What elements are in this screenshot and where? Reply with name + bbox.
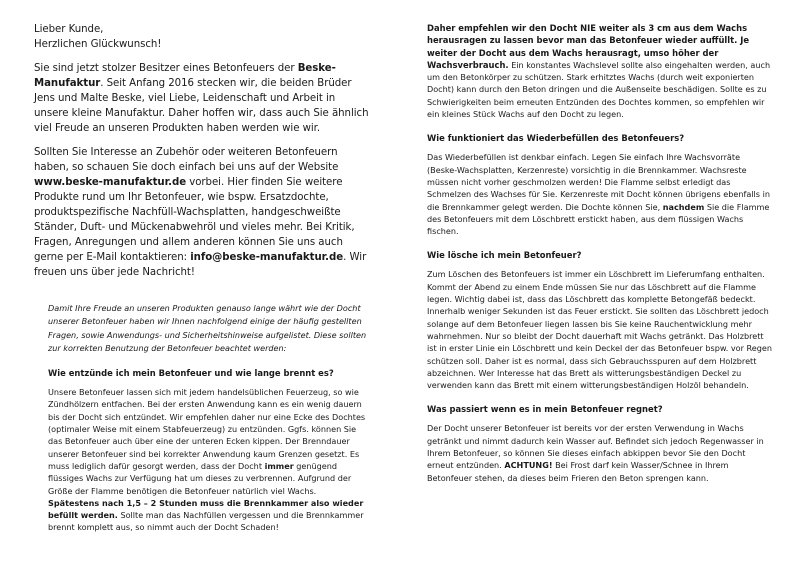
answer-rain-b: Bei Frost darf kein Wasser/Schnee in Ihrem Betonfeuer stehen, da dieses beim Frieren den Beton sprengen kann.: [427, 460, 729, 483]
greeting: [34, 22, 372, 52]
faq-heading-rain: Was passiert wenn es in mein Betonfeuer regnet?: [427, 404, 663, 415]
brand-name: Beske-Manufaktur: [34, 63, 336, 89]
wick-advice-lead: Daher empfehlen wir den Docht NIE weiter als 3 cm aus dem Wachs herausragen zu lassen bevor man das Betonfeuer wieder auffüllt. Je weiter der Docht aus dem Wachs herausragt, umso höher der Wachsverbrauch.: [427, 23, 750, 70]
answer-ignite-emphasis: immer: [264, 460, 294, 471]
faq-heading-extinguish: Wie lösche ich mein Betonfeuer?: [427, 250, 582, 261]
intro-paragraph: [34, 61, 372, 136]
faq-intro-note: Damit Ihre Freude an unseren Produkten genauso lange währt wie der Docht unserer Betonfeuer haben wir Ihnen nachfolgend einige der häufig gestellten Fragen, sowie Anwendungs- und Sicherheitshinweise aufgelistet. Diese sollten zur korrekten Benutzung der Betonfeuer beachtet werden:: [48, 303, 367, 353]
wick-advice-rest: Ein konstantes Wachslevel sollte also eingehalten werden, auch um den Betonkörper zu schützen. Stark erhitztes Wachs (durch weit exponierten Docht) kann durch den Beton dringen und die Außenseite beschädigen. Sollte es zu Schwierigkeiten beim erneuten Entzünden des Dochtes kommen, so empfehlen wir ein kleines Stück Wachs auf den Docht zu legen.: [427, 59, 771, 120]
left-column: [34, 22, 372, 534]
website-link[interactable]: www.beske-manufaktur.de: [34, 177, 187, 188]
wick-advice-paragraph: [427, 22, 772, 120]
intro-text-b: . Seit Anfang 2016 stecken wir, die beiden Brüder Jens und Malte Beske, viel Liebe, Leidenschaft und Arbeit in unsere kleine Manufaktur. Daher hoffen wir, dass auch Sie ähnlich viel Freude an unseren Produkten haben werden wie wir.: [34, 78, 369, 134]
contact-text-c: . Wir freuen uns über jede Nachricht!: [34, 252, 367, 278]
answer-refill-b: Sie die Flamme des Betonfeuers mit dem Löschbrett erstickt haben, aus dem flüssigen Wachs fischen.: [427, 201, 770, 237]
greeting-line-1: Lieber Kunde,: [34, 24, 104, 35]
email-link[interactable]: info@beske-manufaktur.de: [190, 252, 344, 263]
answer-rain-warning: ACHTUNG!: [504, 460, 553, 471]
faq-answer-refill: [427, 151, 772, 237]
answer-ignite-c: Sollte man das Nachfüllen vergessen und die Brennkammer brennt komplett aus, so nimmt auch der Docht Schaden!: [48, 510, 364, 533]
faq-answer-ignite: [48, 386, 370, 534]
answer-ignite-a: Unsere Betonfeuer lassen sich mit jedem handelsüblichen Feuerzeug, so wie Zündhölzern entfachen. Bei der ersten Anwendung kann es ein wenig dauern bis der Docht sich entzündet. Wir empfehlen daher nur eine Ecke des Dochtes (optimaler Weise mit einem Stabfeuerzeug) zu entzünden. Ggfs. können Sie das Betonfeuer auch über eine der unteren Ecken kippen. Der Brenndauer unserer Betonfeuer sind bei korrekter Anwendung kaum Grenzen gesetzt. Es muss lediglich dafür gesorgt werden, dass der Docht: [48, 387, 366, 471]
contact-paragraph: [34, 145, 372, 280]
answer-ignite-b: genügend flüssiges Wachs zur Verfügung hat um dieses zu verbrennen. Aufgrund der Größe der Flamme benötigen die Betonfeuer natürlich viel Wachs.: [48, 460, 352, 496]
answer-refill-emphasis: nachdem: [662, 201, 705, 212]
faq-heading-refill: Wie funktioniert das Wiederbefüllen des Betonfeuers?: [427, 133, 685, 144]
faq-answer-rain: [427, 422, 772, 483]
contact-text-b: vorbei. Hier finden Sie weitere Produkte rund um Ihr Betonfeuer, wie bspw. Ersatzdochte, produktspezifische Nachfüll-Wachsplatten, handgeschweißte Ständer, Duft- und Mückenabwehröl und vieles mehr. Bei Kritik, Fragen, Anregungen und allem anderen können Sie uns auch gerne per E-Mail kontaktieren:: [34, 177, 355, 263]
greeting-line-2: Herzlichen Glückwunsch!: [34, 39, 162, 50]
right-column: [427, 22, 772, 484]
answer-ignite-refill-warning: Spätestens nach 1,5 – 2 Stunden muss die Brennkammer also wieder befüllt werden.: [48, 497, 364, 521]
intro-text-a: Sie sind jetzt stolzer Besitzer eines Betonfeuers der: [34, 63, 298, 74]
faq-heading-ignite: Wie entzünde ich mein Betonfeuer und wie lange brennt es?: [48, 368, 334, 379]
faq-answer-extinguish: Zum Löschen des Betonfeuers ist immer ein Löschbrett im Lieferumfang enthalten. Kommt der Abend zu einem Ende müssen Sie nur das Löschbrett auf die Flamme legen. Wichtig dabei ist, dass das Löschbrett das komplette Betongefäß bedeckt. Innerhalb weniger Sekunden ist das Feuer erstickt. Sie sollten das Löschbrett jedoch solange auf dem Betonfeuer liegen lassen bis Sie keine Rauchentwicklung mehr wahrnehmen. Nur so bleibt der Docht dauerhaft mit Wachs getränkt. Das Holzbrett ist in erster Linie ein Löschbrett und kein Deckel der das Betonfeuer bspw. vor Regen schützen soll. Daher ist es normal, dass sich Gebrauchsspuren auf dem Holzbrett abzeichnen. Wer Interesse hat das Brett als witterungsbeständigen Deckel zu verwenden kann das Brett mit einem witterungsbeständigen Holzöl behandeln.: [427, 269, 772, 391]
contact-text-a: Sollten Sie Interesse an Zubehör oder weiteren Betonfeuern haben, so schauen Sie doch einfach bei uns auf der Website: [34, 147, 339, 173]
answer-refill-a: Das Wiederbefüllen ist denkbar einfach. Legen Sie einfach Ihre Wachsvorräte (Beske-Wachsplatten, Kerzenreste) vorsichtig in die Brennkammer. Wachsreste müssen nicht vorher geschmolzen werden! Die Flamme selbst erledigt das Schmelzen des Wachses für Sie. Kerzenreste mit Docht können übrigens ebenfalls in die Brennkammer gelegt werden. Die Dochte können Sie,: [427, 152, 770, 212]
answer-rain-a: Der Docht unserer Betonfeuer ist bereits vor der ersten Verwendung in Wachs getränkt und nimmt dadurch kein Wasser auf. Befindet sich jedoch Regenwasser in Ihrem Betonfeuer, so können Sie dieses einfach abkippen bevor Sie den Docht erneut entzünden.: [427, 423, 764, 471]
